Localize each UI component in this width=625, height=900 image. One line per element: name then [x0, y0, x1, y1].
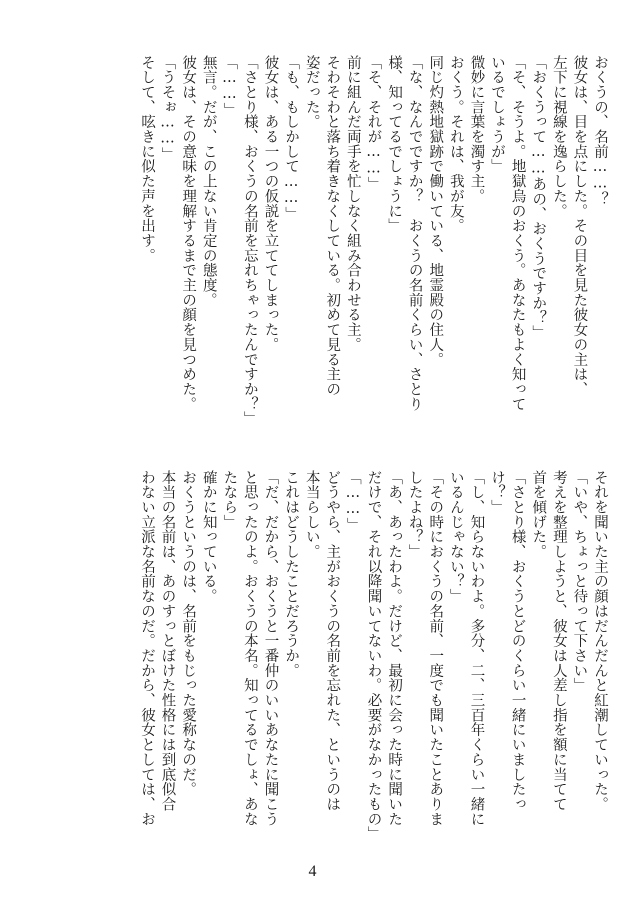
- text-line: だけで、それ以降聞いてないわ。必要がなかったもの」: [365, 470, 382, 842]
- text-line: 「そ、そうよ。地獄烏のおくう。あなたもよく知って: [509, 55, 526, 412]
- text-line: 彼女は、ある一つの仮説を立ててしまった。: [262, 55, 279, 352]
- text-line: わない立派な名前なのだ。だから、彼女としては、お: [138, 470, 155, 827]
- text-line: 「……」: [344, 470, 361, 533]
- text-line: 「……」: [221, 55, 238, 118]
- text-line: したよね？」: [406, 470, 423, 560]
- text-line: 同じ灼熱地獄跡で働いている、地霊殿の住人。: [427, 55, 444, 367]
- text-line: 「さとり様、おくうとどのくらい一緒にいましたっ: [509, 470, 526, 812]
- text-line: それを聞いた主の顔はだんだんと紅潮していった。: [592, 470, 608, 812]
- text-line: 微妙に言葉を濁す主。: [468, 55, 485, 204]
- text-line: 「も、もしかして……」: [283, 55, 300, 222]
- text-line: 「その時におくうの名前、一度でも聞いたことありま: [427, 470, 444, 827]
- top-text-block: [38, 55, 610, 440]
- text-line: これはどうしたことだろうか。: [283, 470, 300, 678]
- page-number: 4: [308, 863, 317, 880]
- text-line: 彼女は、その意味を理解するまで主の顔を見つめた。: [180, 55, 197, 412]
- text-line: 「いや、ちょっと待って下さい」: [571, 470, 588, 693]
- text-line: 左下に視線を逸らした。: [550, 55, 567, 219]
- text-line: おくうの、名前……？: [592, 55, 608, 207]
- text-line: 本当らしい。: [303, 470, 320, 560]
- text-line: 考えを整理しようと、彼女は人差し指を額に当てて: [550, 470, 567, 812]
- text-line: と思ったのよ。おくうの本名。知ってるでしょ、あな: [241, 470, 258, 827]
- text-line: 前に組んだ両手を忙しなく組み合わせる主。: [344, 55, 361, 352]
- text-line: いるでしょうが」: [489, 55, 506, 174]
- text-line: 本当の名前は、あのすっとぼけた性格には到底似合: [159, 470, 176, 812]
- bottom-text-block: [38, 470, 610, 855]
- text-line: 確かに知っている。: [200, 470, 217, 604]
- text-line: たなら」: [221, 470, 238, 530]
- text-line: 「だ、だから、おくうと一番仲のいいあなたに聞こう: [262, 470, 279, 827]
- text-line: いるんじゃない？」: [447, 470, 464, 604]
- text-line: 無言。だが、この上ない肯定の態度。: [200, 55, 217, 308]
- text-line: け？」: [489, 470, 506, 515]
- text-line: 首を傾げた。: [530, 470, 547, 560]
- text-line: 「あ、あったわよ。だけど、最初に会った時に聞いた: [386, 470, 403, 827]
- text-line: そわそわと落ち着きなくしている。初めて見る主の: [324, 55, 341, 397]
- text-line: そして、呟きに似た声を出す。: [138, 55, 155, 263]
- text-line: 「さとり様、おくうの名前を忘れちゃったんですか？」: [241, 55, 258, 427]
- text-line: 彼女は、目を点にした。その目を見た彼女の主は、: [571, 55, 588, 397]
- text-line: おくうというのは、名前をもじった愛称なのだ。: [180, 470, 197, 797]
- text-line: 姿だった。: [303, 55, 320, 130]
- text-line: 「おくうって……あの、おくうですか？」: [530, 55, 547, 341]
- text-line: どうやら、主がおくうの名前を忘れた、というのは: [324, 470, 341, 812]
- text-line: 「そ、それが……」: [365, 55, 382, 192]
- text-line: 様、知ってるでしょうに」: [386, 55, 403, 234]
- text-line: おくう。それは、我が友。: [447, 55, 464, 234]
- text-line: 「し、知らないわよ。多分、二、三百年くらい一緒に: [468, 470, 485, 827]
- text-line: 「な、なんでですか？ おくうの名前くらい、さとり: [406, 55, 423, 412]
- text-line: 「うそぉ……」: [159, 55, 176, 162]
